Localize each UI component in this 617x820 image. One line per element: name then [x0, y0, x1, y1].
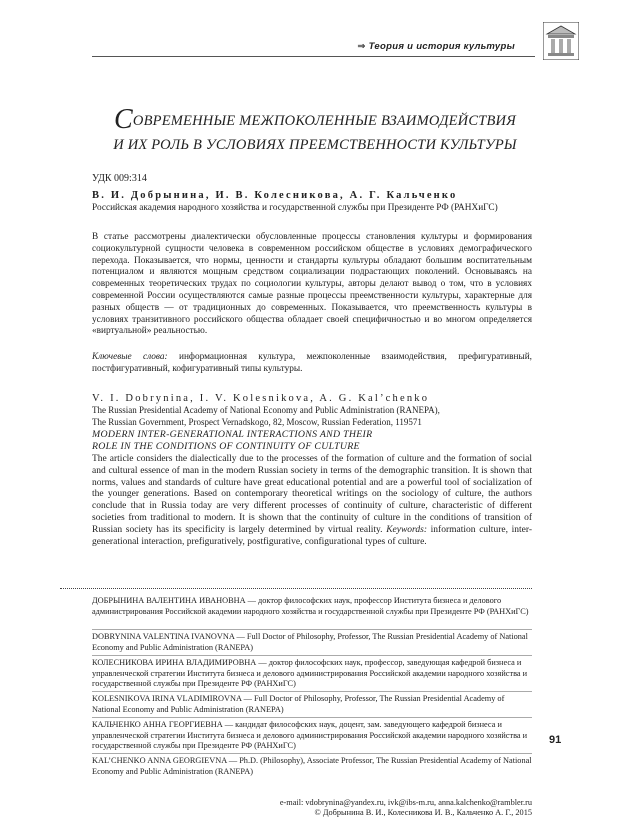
bio-divider: [92, 691, 532, 692]
title-line-1: [100, 104, 530, 135]
abstract-ru: В статье рассмотрены диалектически обусловленные процессы становления культуры и формирования социокультурной сущности человека в современном российском обществе в условиях демографического перехода. Показывается, что нормы, ценности и стандарты культуры обладают большим воспитательным потенциалом и являются мощным средством социализации подрастающих поколений. Основываясь на современных теоретических трудах по социологии культуры, авторы делают вывод о том, что в условиях современной России осуществляются самые разные процессы преемственности культуры, характерные для разных обществ — от традиционных до современных. Показывается, что преемственность культуры в условиях транзитивного российского общества обладает своей специфичностью и во многом определяется «виртуальной» реальностью.: [92, 232, 532, 337]
contact-emails: e-mail: vdobrynina@yandex.ru, ivk@ibs-m.ru, anna.kalchenko@rambler.ru: [279, 798, 532, 807]
title-en-line-2: ROLE IN THE CONDITIONS OF CONTINUITY OF CULTURE: [92, 441, 360, 452]
article-title: [100, 104, 530, 157]
bio-kolesnikova-ru: КОЛЕСНИКОВА ИРИНА ВЛАДИМИРОВНА — доктор философских наук, профессор, заведующая кафедрой бизнеса и управленческой стратегии Института бизнеса и делового администрирования Российской академии народного хозяйства и государственной службы при Президенте РФ (РАНХиГС): [92, 658, 528, 688]
affiliation-en-line-2: The Russian Government, Prospect Vernadskogo, 82, Moscow, Russian Federation, 119571: [92, 416, 422, 427]
keywords-ru-text: информационная культура, межпоколенные взаимодействия, префигуративный, постфигуративный, кофигуративный типы культуры.: [92, 352, 532, 374]
bio-divider: [92, 629, 532, 630]
udk-code: УДК 009:314: [92, 173, 147, 184]
page-number: 91: [549, 734, 562, 746]
title-initial: С: [114, 104, 133, 135]
bio-divider: [92, 655, 532, 656]
affiliation-en: [92, 405, 532, 428]
bio-divider: [92, 717, 532, 718]
bio-divider: [92, 753, 532, 754]
bio-kolesnikova-en: KOLESNIKOVA IRINA VLADIMIROVNA — Full Doctor of Philosophy, Professor, The Russian Presidential Academy of National Economy and Public Administration (RANEPA): [92, 694, 505, 714]
authors-en: V. I. Dobrynina, I. V. Kolesnikova, A. G. Kal’chenko: [92, 393, 430, 404]
dotted-separator: [60, 588, 532, 589]
header-rule: [92, 56, 535, 57]
abstract-en: [92, 454, 532, 548]
abstract-en-text: The article considers the dialectically due to the processes of the formation of culture and the formation of social and cultural essence of man in the modern Russian society in terms of the demographic transition. It is shown that norms, values and standards of culture have great educational potential and are a powerful tool of socialization of the younger generations. Based on contemporary theoretical writings on the sociology of culture, the authors conclude that in Russia today are very different processes of continuity of culture, characteristic of different societies from traditional to modern. It is shown that the continuity of culture in the conditions of transition of Russian society has its specificity is largely determined by virtual reality.: [92, 454, 532, 535]
keywords-en-label: Keywords:: [386, 524, 427, 535]
copyright: © Добрынина В. И., Колесникова И. В., Кальченко А. Г., 2015: [314, 808, 532, 817]
title-en-line-1: MODERN INTER-GENERATIONAL INTERACTIONS AND THEIR: [92, 429, 373, 440]
title-en: [92, 429, 532, 453]
title-line-2: И ИХ РОЛЬ В УСЛОВИЯХ ПРЕЕМСТВЕННОСТИ КУЛЬТУРЫ: [113, 137, 517, 153]
bio-kalchenko-ru: КАЛЬЧЕНКО АННА ГЕОРГИЕВНА — кандидат философских наук, доцент, зам. заведующего кафедрой бизнеса и управленческой стратегии Института бизнеса и делового администрирования Российской академии народного хозяйства и государственной службы при Президенте РФ (РАНХиГС): [92, 720, 528, 750]
keywords-ru: [92, 352, 532, 376]
section-title: ⇒ Теория и история культуры: [357, 41, 515, 52]
affiliation-ru: Российская академия народного хозяйства и государственной службы при Президенте РФ (РАНХиГС): [92, 203, 498, 213]
bio-dobrynina-en: DOBRYNINA VALENTINA IVANOVNA — Full Doctor of Philosophy, Professor, The Russian Presidential Academy of National Economy and Public Administration (RANEPA): [92, 632, 528, 652]
affiliation-en-line-1: The Russian Presidential Academy of National Economy and Public Administration (RANEPA),: [92, 405, 440, 415]
title-line-1-rest: ОВРЕМЕННЫЕ МЕЖПОКОЛЕННЫЕ ВЗАИМОДЕЙСТВИЯ: [132, 113, 516, 129]
column-pediment-icon: [543, 22, 579, 60]
keywords-ru-label: Ключевые слова:: [92, 352, 168, 362]
bio-kalchenko-en: KAL’CHENKO ANNA GEORGIEVNA — Ph.D. (Philosophy), Associate Professor, The Russian Presidential Academy of National Economy and Public Administration (RANEPA): [92, 756, 532, 776]
keywords-en-text: information culture, inter-generational interaction, prefiguratively, postfigurative, configurational types of culture.: [92, 524, 532, 547]
authors-ru: В. И. Добрынина, И. В. Колесникова, А. Г. Кальченко: [92, 190, 458, 201]
bio-dobrynina-ru: ДОБРЫНИНА ВАЛЕНТИНА ИВАНОВНА — доктор философских наук, профессор Института бизнеса и делового администрирования Российской академии народного хозяйства и государственной службы при Президенте РФ (РАНХиГС): [92, 596, 529, 616]
